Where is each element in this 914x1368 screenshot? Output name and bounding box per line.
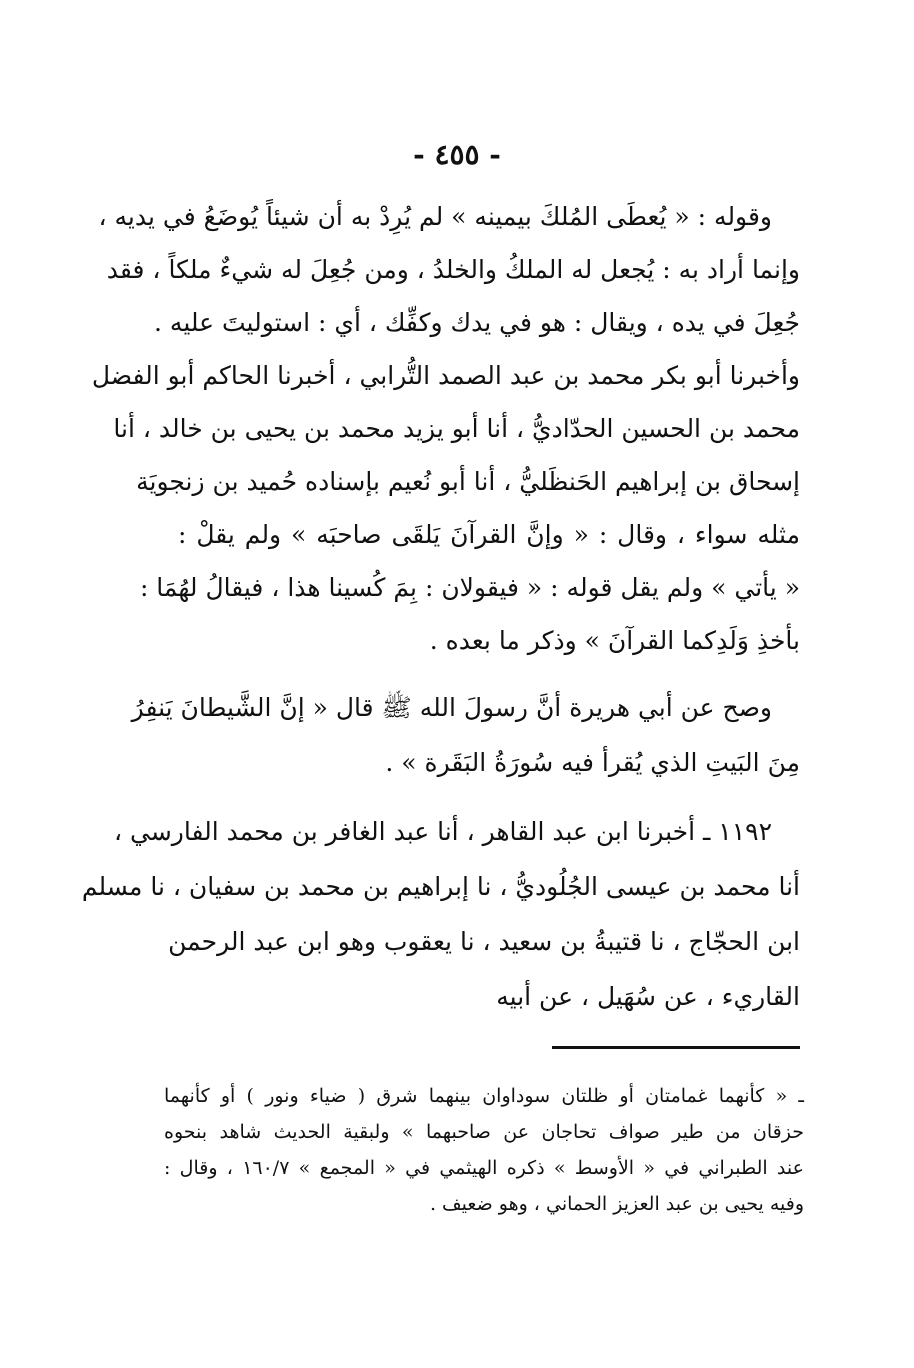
footnote-line: حزقان من طير صواف تحاجان عن صاحبهما » ولبقية الحديث شاهد بنحوه	[164, 1121, 804, 1143]
paragraph-hadith	[131, 680, 800, 790]
text-line: ابن الحجّاج ، نا قتيبةُ بن سعيد ، نا يعقوب وهو ابن عبد الرحمن	[168, 927, 800, 956]
text-line: جُعِلَ في يده ، ويقال : هو في يدك وكفِّك ، أي : استوليتَ عليه .	[154, 308, 800, 337]
text-line: ١١٩٢ ـ أخبرنا ابن عبد القاهر ، أنا عبد الغافر بن محمد الفارسي ،	[114, 817, 772, 846]
text-line: بأخذِ وَلَدِكما القرآنَ » وذكر ما بعده .	[429, 626, 800, 655]
text-line: مِنَ البَيتِ الذي يُقرأ فيه سُورَةُ البَقَرة » .	[385, 748, 800, 777]
paragraph-isnad-1192	[81, 804, 800, 1024]
text-line: أنا محمد بن عيسى الجُلُوديُّ ، نا إبراهيم بن محمد بن سفيان ، نا مسلم	[81, 872, 800, 901]
footnote	[164, 1078, 804, 1222]
footnote-line: ـ « كأنهما غمامتان أو ظلتان سوداوان بينهما شرق ( ضياء ونور ) أو كأنهما	[164, 1085, 804, 1107]
text-line: إسحاق بن إبراهيم الحَنظَليُّ ، أنا أبو نُعيم بإسناده حُميد بن زنجويَة	[136, 467, 800, 496]
text-line: وأخبرنا أبو بكر محمد بن عبد الصمد التُّرابي ، أخبرنا الحاكم أبو الفضل	[91, 361, 800, 390]
page-number: - ٤٥٥ -	[413, 138, 501, 171]
text-line: وإنما أراد به : يُجعل له الملكُ والخلدُ ، ومن جُعِلَ له شيءٌ ملكاً ، فقد	[106, 255, 800, 284]
text-line: وصح عن أبي هريرة أنَّ رسولَ الله ﷺ قال « إنَّ الشَّيطانَ يَنفِرُ	[131, 693, 772, 722]
text-line: محمد بن الحسين الحدّاديُّ ، أنا أبو يزيد محمد بن يحيى بن خالد ، أنا	[113, 414, 800, 443]
footnote-separator	[552, 1046, 800, 1049]
text-line: مثله سواء ، وقال : « وإنَّ القرآنَ يَلقَى صاحبَه » ولم يقلْ :	[178, 520, 800, 549]
paragraph-commentary	[91, 190, 800, 667]
text-line: القاريء ، عن سُهَيل ، عن أبيه	[496, 982, 800, 1011]
text-line: وقوله : « يُعطَى المُلكَ بيمينه » لم يُرِدْ به أن شيئاً يُوضَعُ في يديه ،	[98, 202, 772, 231]
footnote-line: عند الطبراني في « الأوسط » ذكره الهيثمي في « المجمع » ١٦٠/٧ ، وقال :	[164, 1157, 804, 1179]
text-line: « يأتي » ولم يقل قوله : « فيقولان : بِمَ كُسينا هذا ، فيقالُ لهُمَا :	[139, 573, 800, 602]
footnote-line: وفيه يحيى بن عبد العزيز الحماني ، وهو ضعيف .	[429, 1193, 804, 1215]
